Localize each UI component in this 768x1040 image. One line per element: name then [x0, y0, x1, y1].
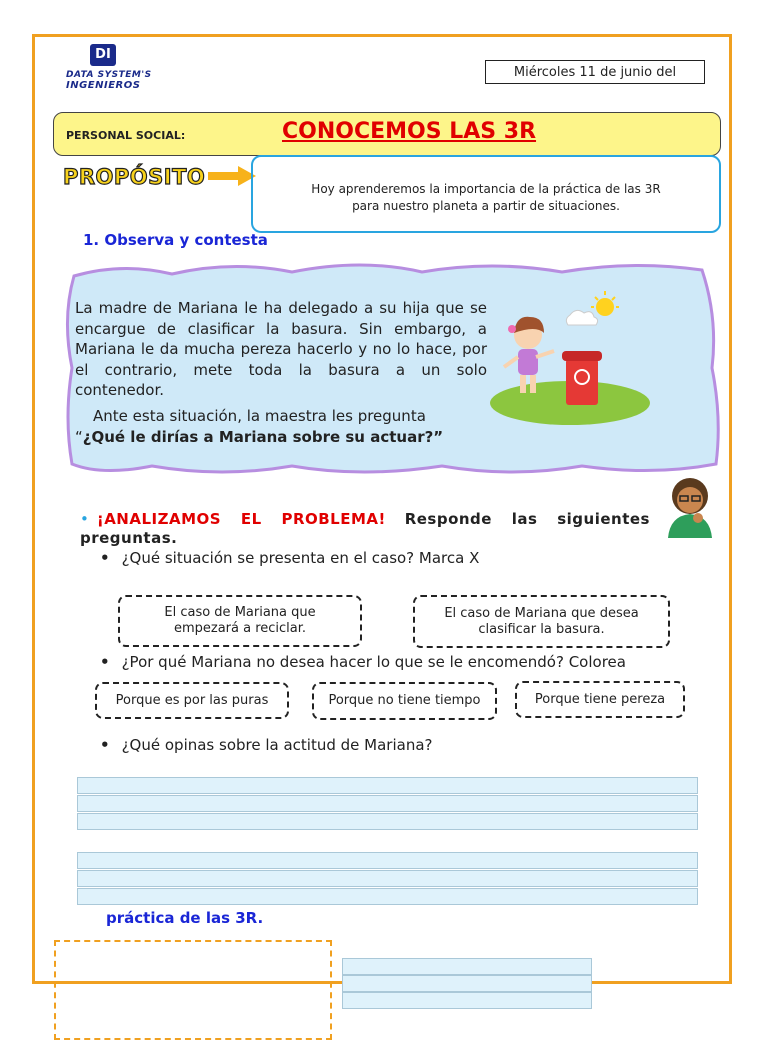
purpose-box — [251, 155, 721, 233]
question-2 — [100, 653, 626, 671]
question-1-text: ¿Qué situación se presenta en el caso? Marca X — [121, 549, 480, 567]
question-text: ¿Qué le dirías a Mariana sobre su actuar?” — [82, 428, 444, 446]
question-3-text: ¿Qué opinas sobre la actitud de Mariana? — [121, 736, 433, 754]
q1-option-1-text: El caso de Mariana que empezará a reciclar. — [164, 605, 316, 636]
date-box: Miércoles 11 de junio del — [485, 60, 705, 84]
q2-option-1[interactable] — [95, 682, 289, 719]
bullet-dot: • — [80, 510, 89, 528]
q2-option-3-text: Porque tiene pereza — [534, 691, 666, 707]
analysis-instructions: Responde las siguientes preguntas. — [80, 510, 650, 547]
area-label: PERSONAL SOCIAL: — [66, 129, 186, 142]
answer-line[interactable] — [77, 852, 698, 869]
purpose-line-1: Hoy aprenderemos la importancia de la práctica de las 3R — [311, 182, 661, 196]
title-banner — [53, 112, 721, 156]
logo-mark: DI — [90, 44, 116, 66]
q2-option-2-text: Porque no tiene tiempo — [328, 693, 481, 708]
story-paragraph: La madre de Mariana le ha delegado a su hija que se encargue de clasificar la basura. Sin embargo, a Mariana le da mucha pereza hacerlo y no lo hace, por el contrario, mete toda la basura a un solo contenedor. — [75, 299, 487, 399]
answer-line[interactable] — [342, 975, 592, 992]
bullet-mark: • — [100, 549, 110, 567]
analysis-label: ¡ANALIZAMOS EL PROBLEMA! — [96, 510, 386, 528]
question-2-text: ¿Por qué Mariana no desea hacer lo que se le encomendó? Colorea — [121, 653, 626, 671]
answer-line[interactable] — [77, 795, 698, 812]
answer-line[interactable] — [342, 958, 592, 975]
question-3 — [100, 736, 433, 754]
section-heading: 1. Observa y contesta — [83, 231, 268, 249]
answer-lines-1[interactable] — [77, 777, 698, 830]
q2-option-3[interactable] — [515, 681, 685, 718]
girl-recycling-illustration — [470, 285, 650, 425]
answer-lines-2[interactable] — [77, 852, 698, 905]
question-intro: Ante esta situación, la maestra les pregunta — [93, 407, 426, 425]
purpose-line-2: para nuestro planeta a partir de situaciones. — [352, 199, 620, 213]
q2-option-1-text: Porque es por las puras — [115, 692, 269, 708]
answer-line[interactable] — [77, 870, 698, 887]
answer-line[interactable] — [342, 992, 592, 1009]
drawing-box[interactable] — [54, 940, 332, 1040]
question-line — [75, 427, 495, 448]
question-1 — [100, 549, 479, 567]
company-logo — [60, 44, 180, 92]
teacher-illustration — [660, 474, 720, 538]
logo-line-1: DATA SYSTEM'S — [66, 70, 152, 80]
bullet-mark: • — [100, 736, 110, 754]
q1-option-2[interactable] — [413, 595, 670, 648]
answer-line[interactable] — [77, 888, 698, 905]
logo-line-2: INGENIEROS — [66, 80, 141, 91]
story-text — [75, 298, 487, 401]
analysis-header — [80, 510, 650, 548]
q1-option-2-text: El caso de Mariana que desea clasificar la basura. — [444, 605, 639, 637]
q1-option-1[interactable] — [118, 595, 362, 647]
answer-line[interactable] — [77, 777, 698, 794]
teacher-question — [75, 406, 495, 448]
purpose-tag — [63, 165, 206, 191]
purpose-tag-text: PROPÓSITO — [63, 165, 206, 189]
answer-line[interactable] — [77, 813, 698, 830]
answer-lines-3[interactable] — [342, 958, 592, 1009]
bullet-mark: • — [100, 653, 110, 671]
arrow-right-icon — [208, 166, 256, 186]
question-open-quote: “ — [75, 428, 83, 446]
page-title: CONOCEMOS LAS 3R — [282, 119, 537, 144]
footer-text: práctica de las 3R. — [106, 909, 264, 927]
q2-option-2[interactable] — [312, 682, 497, 720]
